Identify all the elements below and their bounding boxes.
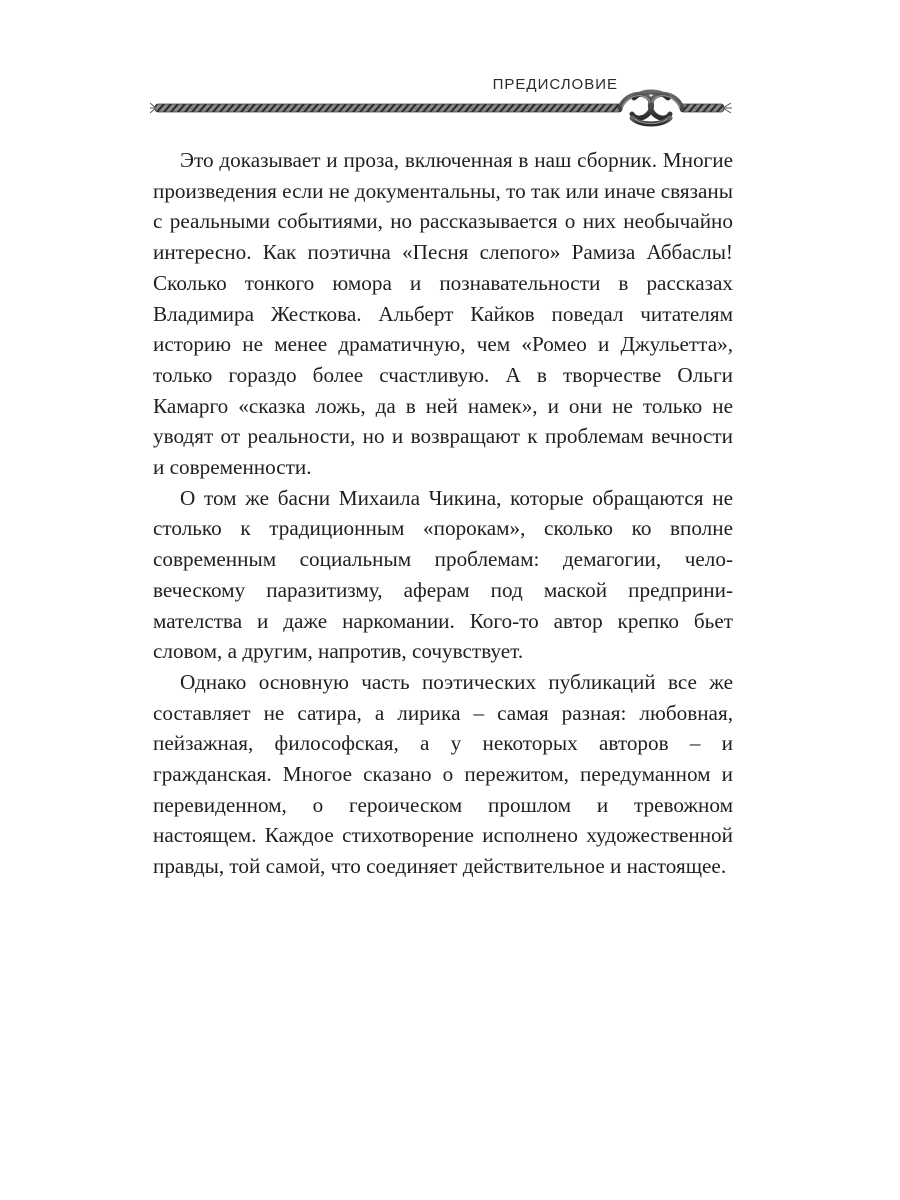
paragraph: Однако основную часть поэтических публикаций все же составляет не сатира, а лирика – самая разная: любовная, пейзажная, философская, а у некоторых авторов – и гражданская. Многое сказано о пережитом, передуманном и перевиденном, о героическом прошлом и тревожном настоящем. Каждое стихотворение исполнено художественной правды, той самой, что соединяет действительное и настоящее.: [153, 669, 733, 879]
running-header: ПРЕДИСЛОВИЕ: [492, 76, 618, 93]
body-text: [153, 145, 733, 882]
rope-knot-icon: [150, 88, 732, 128]
paragraph: Это доказывает и проза, включенная в наш сборник. Многие произведения если не документальны, то так или иначе связаны с реальными событиями, но рассказывается о них необычайно интересно. Как поэтична «Песня слепого» Рамиза Аббаслы! Сколько тонкого юмора и познавательности в рассказах Владимира Жесткова. Альберт Кайков поведал читателям историю не менее драматичную, чем «Ромео и Джульетта», только гораздо более счастливую. А в творчестве Ольги Камарго «сказка ложь, да в ней намек», и они не только не уводят от реальности, но и возвращают к проблемам вечности и современности.: [153, 148, 733, 480]
paragraph: О том же басни Михаила Чикина, которые обращаются не столько к традиционным «порокам», сколько ко вполне современным социальным проблемам: демагогии, человеческому паразитизму, аферам под маской предпринимателства и даже наркомании. Кого-то автор крепко бьет словом, а другим, напротив, сочувствует.: [153, 485, 733, 664]
